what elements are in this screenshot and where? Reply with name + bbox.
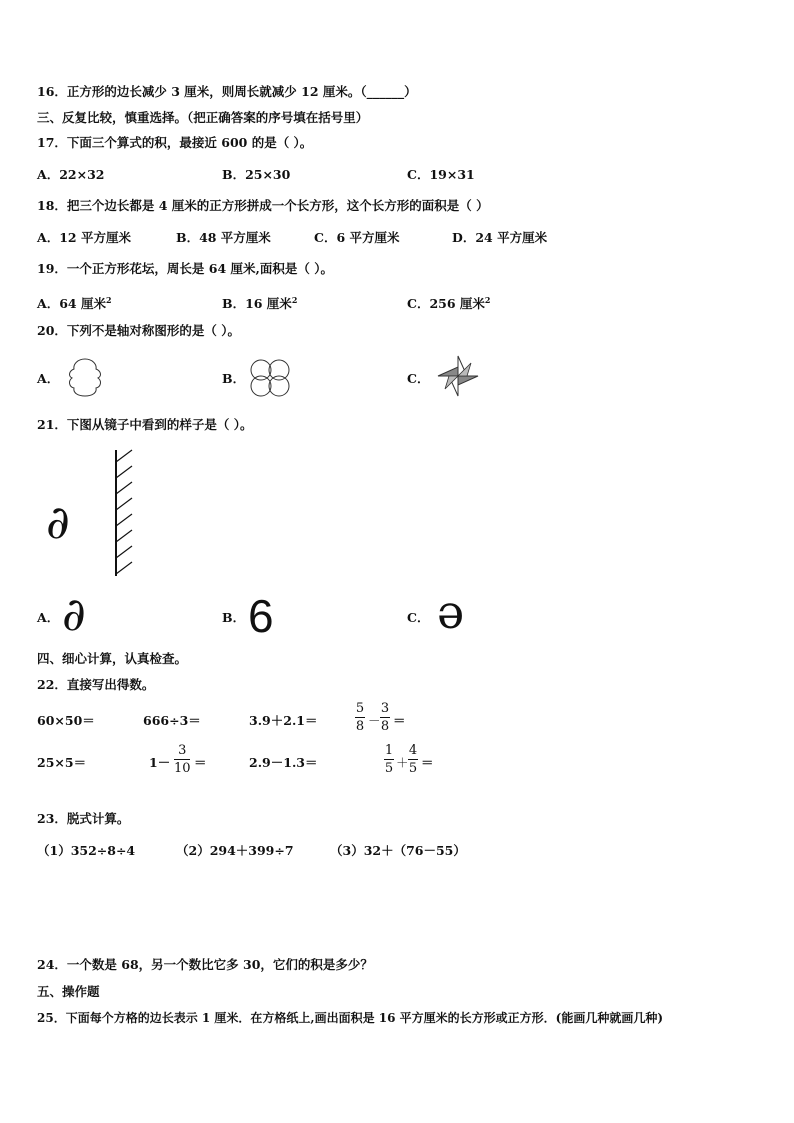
q17-option-c[interactable]: C．19×31 xyxy=(407,167,475,182)
q22-frac-a-1: 5 8 xyxy=(355,701,365,734)
q21-option-b-label[interactable]: B． xyxy=(222,610,246,625)
q21-option-a-label[interactable]: A． xyxy=(37,610,60,625)
question-22-stem: 22．直接写出得数。 xyxy=(37,677,155,692)
q22-frac-c-operator: ＋ xyxy=(396,755,409,770)
question-23-stem: 23．脱式计算。 xyxy=(37,811,130,826)
q22-item-3: 3.9＋2.1＝ xyxy=(249,713,318,728)
q20-option-c-label[interactable]: C． xyxy=(407,371,430,386)
question-17-stem: 17．下面三个算式的积，最接近 600 的是（ ）。 xyxy=(37,135,313,150)
q22-frac-c-1: 1 5 xyxy=(384,743,394,776)
q22-item-7: 2.9－1.3＝ xyxy=(249,755,318,770)
q21-option-c-label[interactable]: C． xyxy=(407,610,430,625)
q22-frac-b-equals: ＝ xyxy=(194,755,207,770)
q20-cloud-shape-icon xyxy=(64,356,106,398)
q19-option-a[interactable]: A．64 厘米$^2$ xyxy=(37,295,112,312)
q22-frac-a-2: 3 8 xyxy=(380,701,390,734)
question-18-stem: 18．把三个边长都是 4 厘米的正方形拼成一个长方形，这个长方形的面积是（ ） xyxy=(37,198,489,213)
section-3-title: 三、反复比较，慎重选择。（把正确答案的序号填在括号里） xyxy=(37,110,369,125)
q20-option-a-label[interactable]: A． xyxy=(37,371,60,386)
q20-four-circle-flower-icon xyxy=(247,356,293,400)
q23-item-3: （3）32＋（76－55） xyxy=(330,843,466,858)
q22-frac-b: 3 10 xyxy=(174,743,191,776)
q23-item-1: （1）352÷8÷4 xyxy=(37,843,136,858)
q21-option-c-glyph: ə xyxy=(437,585,465,639)
q22-item-6-prefix: 1－ xyxy=(149,755,171,770)
question-21-stem: 21．下图从镜子中看到的样子是（ ）。 xyxy=(37,417,253,432)
question-25: 25．下面每个方格的边长表示 1 厘米．在方格纸上,画出面积是 16 平方厘米的长方形或正方形．(能画几种就画几种) xyxy=(37,1011,663,1025)
mirror-icon xyxy=(108,448,138,578)
q22-frac-c-equals: ＝ xyxy=(421,755,434,770)
q22-item-1: 60×50＝ xyxy=(37,713,95,728)
question-20-stem: 20．下列不是轴对称图形的是（ ）。 xyxy=(37,323,240,338)
q18-option-c[interactable]: C．6 平方厘米 xyxy=(314,230,400,245)
section-4-title: 四、细心计算，认真检查。 xyxy=(37,651,188,666)
q19-option-b[interactable]: B．16 厘米$^2$ xyxy=(222,295,298,312)
question-24: 24．一个数是 68，另一个数比它多 30，它们的积是多少？ xyxy=(37,957,373,972)
q17-option-a[interactable]: A．22×32 xyxy=(37,167,105,182)
q18-option-a[interactable]: A．12 平方厘米 xyxy=(37,230,131,245)
q22-item-5: 25×5＝ xyxy=(37,755,87,770)
q21-figure-glyph: ∂ xyxy=(46,495,70,549)
q20-option-b-label[interactable]: B． xyxy=(222,371,246,386)
q21-option-a-glyph: ∂ xyxy=(62,587,86,641)
q22-frac-a-equals: ＝ xyxy=(393,713,406,728)
q18-option-b[interactable]: B．48 平方厘米 xyxy=(176,230,271,245)
question-19-stem: 19．一个正方形花坛，周长是 64 厘米,面积是（ ）。 xyxy=(37,261,333,276)
q17-option-b[interactable]: B．25×30 xyxy=(222,167,291,182)
q23-item-2: （2）294＋399÷7 xyxy=(176,843,294,858)
q22-frac-c-2: 4 5 xyxy=(408,743,418,776)
q21-option-b-glyph: 6 xyxy=(248,590,274,642)
q22-frac-a-operator: － xyxy=(368,713,381,728)
q18-option-d[interactable]: D．24 平方厘米 xyxy=(452,230,548,245)
question-16: 16．正方形的边长减少 3 厘米，则周长就减少 12 厘米。（______） xyxy=(37,84,417,99)
section-5-title: 五、操作题 xyxy=(37,984,100,999)
q20-pinwheel-icon xyxy=(433,353,483,399)
q22-item-2: 666÷3＝ xyxy=(143,713,201,728)
q19-option-c[interactable]: C．256 厘米$^2$ xyxy=(407,295,491,312)
